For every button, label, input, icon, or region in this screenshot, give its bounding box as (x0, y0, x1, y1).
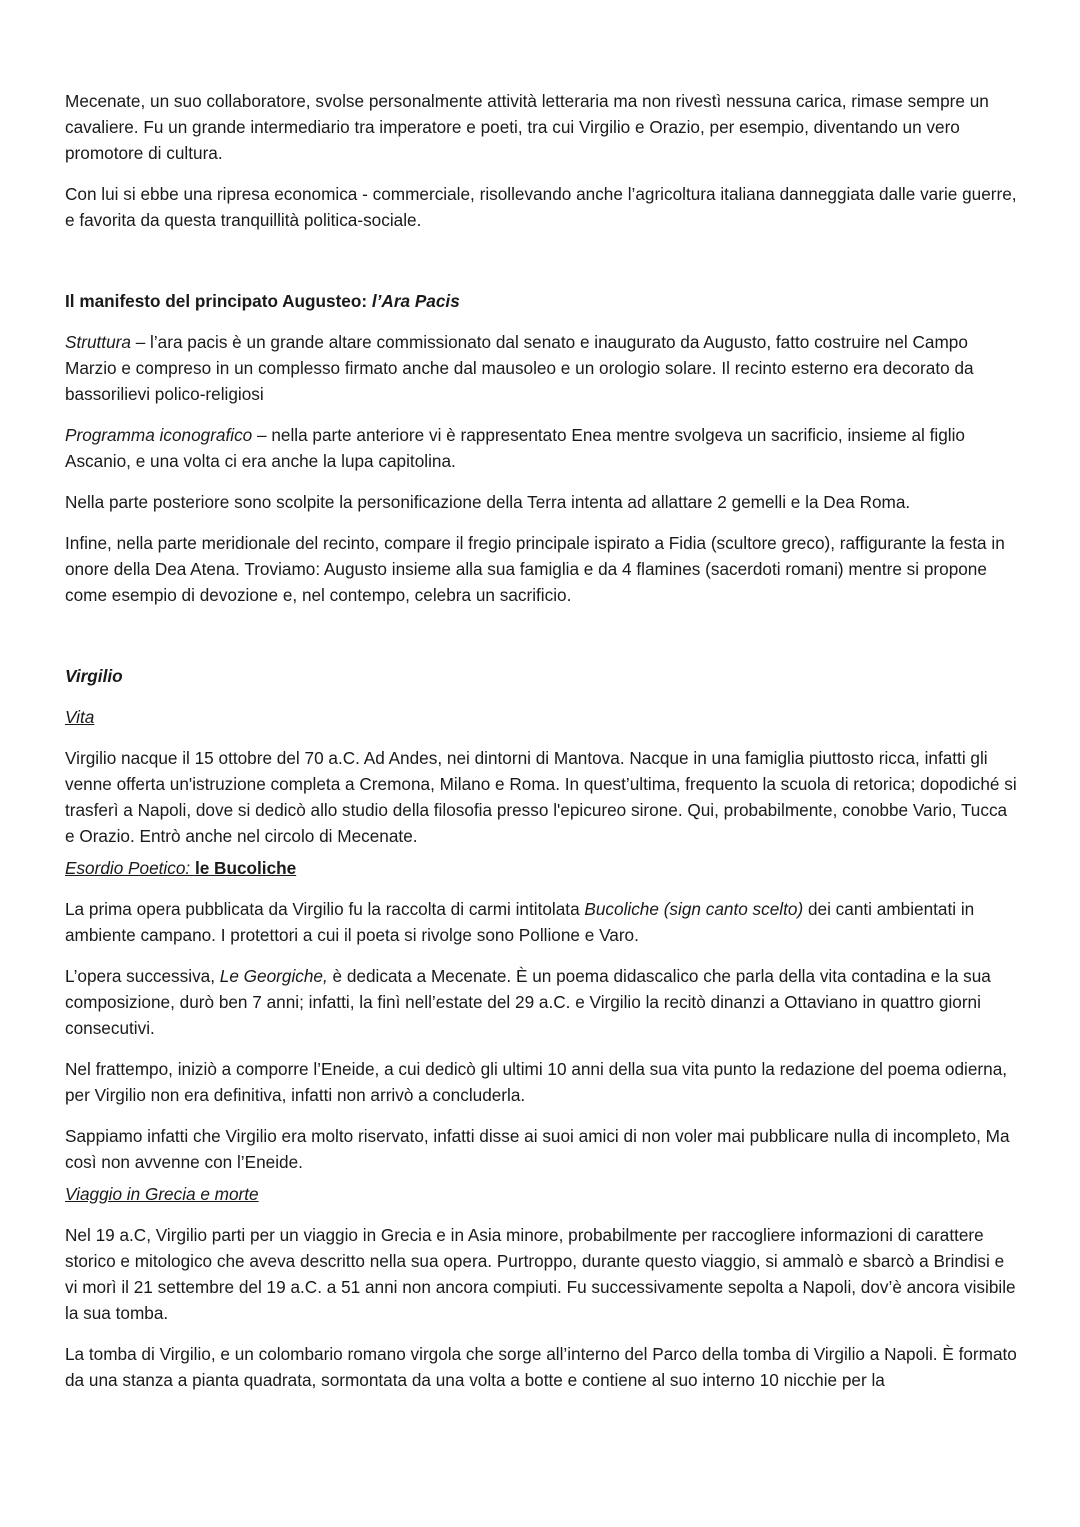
paragraph-bucoliche (65, 896, 1020, 948)
heading-virgilio (65, 663, 1020, 689)
subheading-vita: Vita (65, 707, 95, 727)
subheading-esordio-poetico (65, 855, 1020, 881)
subheading-esordio-bold: le Bucoliche (194, 858, 297, 878)
spacer (65, 623, 1020, 663)
spacer (65, 248, 1020, 288)
text-bucoliche-post: dei canti ambientati in ambiente campano. I protettori a cui il poeta si rivolge sono Pollione e Varo. (65, 899, 975, 945)
label-programma-iconografico: Programma iconografico (65, 425, 253, 445)
text-bucoliche-title: Bucoliche (sign canto scelto) (584, 899, 804, 919)
paragraph-programma-iconografico (65, 422, 1020, 474)
subheading-viaggio: Viaggio in Grecia e morte (65, 1184, 259, 1204)
text-georgiche-post: è dedicata a Mecenate. È un poema didascalico che parla della vita contadina e la sua composizione, durò ben 7 anni; infatti, la finì nell’estate del 29 a.C. e Virgilio la recitò dinanzi a Ottaviano in quattro giorni consecutivi. (65, 966, 991, 1038)
text-programma-iconografico: – nella parte anteriore vi è rappresentato Enea mentre svolgeva un sacrificio, insieme al figlio Ascanio, e una volta ci era anche la lupa capitolina. (65, 425, 965, 471)
paragraph-mecenate: Mecenate, un suo collaboratore, svolse personalmente attività letteraria ma non rivestì nessuna carica, rimase sempre un cavaliere. Fu un grande intermediario tra imperatore e poeti, tra cui Virgilio e Orazio, per esempio, diventando un vero promotore di cultura. (65, 91, 989, 163)
text-georgiche-title: Le Georgiche, (219, 966, 328, 986)
document-page (65, 88, 1020, 1408)
paragraph-riservato: Sappiamo infatti che Virgilio era molto riservato, infatti disse ai suoi amici di non voler mai pubblicare nulla di incompleto, Ma così non avvenne con l’Eneide. (65, 1126, 1010, 1172)
paragraph-eneide: Nel frattempo, iniziò a comporre l’Eneide, a cui dedicò gli ultimi 10 anni della sua vita punto la redazione del poema odierna, per Virgilio non era definitiva, infatti non arrivò a concluderla. (65, 1059, 1008, 1105)
paragraph-georgiche (65, 963, 1020, 1041)
text-georgiche-pre: L’opera successiva, (65, 966, 220, 986)
text-bucoliche-pre: La prima opera pubblicata da Virgilio fu la raccolta di carmi intitolata (65, 899, 585, 919)
paragraph-ripresa-economica: Con lui si ebbe una ripresa economica - commerciale, risollevando anche l’agricoltura italiana danneggiata dalle varie guerre, e favorita da questa tranquillità politica-sociale. (65, 184, 1017, 230)
paragraph-struttura (65, 329, 1020, 407)
paragraph-fregio: Infine, nella parte meridionale del recinto, compare il fregio principale ispirato a Fidia (scultore greco), raffigurante la festa in onore della Dea Atena. Troviamo: Augusto insieme alla sua famiglia e da 4 flamines (sacerdoti romani) mentre si propone come esempio di devozione e, nel contempo, celebra un sacrificio. (65, 533, 1005, 605)
heading-virgilio-text: Virgilio (65, 666, 123, 686)
heading-ara-pacis-italic: l’Ara Pacis (371, 291, 460, 311)
heading-ara-pacis (65, 288, 1020, 314)
label-struttura: Struttura (65, 332, 131, 352)
paragraph-vita: Virgilio nacque il 15 ottobre del 70 a.C. Ad Andes, nei dintorni di Mantova. Nacque in una famiglia piuttosto ricca, infatti gli venne offerta un'istruzione completa a Cremona, Milano e Roma. In quest’ultima, frequento la scuola di retorica; dopodiché si trasferì a Napoli, dove si dedicò allo studio della filosofia presso l'epicureo sirone. Qui, probabilmente, conobbe Vario, Tucca e Orazio. Entrò anche nel circolo di Mecenate. (65, 748, 1017, 846)
text-struttura: – l’ara pacis è un grande altare commissionato dal senato e inaugurato da Augusto, fatto costruire nel Campo Marzio e compreso in un complesso firmato anche dal mausoleo e un orologio solare. Il recinto esterno era decorato da bassorilievi polico-religiosi (65, 332, 974, 404)
heading-ara-pacis-plain: Il manifesto del principato Augusteo: (65, 291, 372, 311)
paragraph-tomba: La tomba di Virgilio, e un colombario romano virgola che sorge all’interno del Parco della tomba di Virgilio a Napoli. È formato da una stanza a pianta quadrata, sormontata da una volta a botte e contiene al suo interno 10 nicchie per la (65, 1344, 1017, 1390)
subheading-esordio-label: Esordio Poetico: (65, 858, 195, 878)
paragraph-parte-posteriore: Nella parte posteriore sono scolpite la personificazione della Terra intenta ad allattare 2 gemelli e la Dea Roma. (65, 492, 911, 512)
paragraph-viaggio: Nel 19 a.C, Virgilio parti per un viaggio in Grecia e in Asia minore, probabilmente per raccogliere informazioni di carattere storico e mitologico che aveva descritto nella sua opera. Purtroppo, durante questo viaggio, si ammalò e sbarcò a Brindisi e vi morì il 21 settembre del 19 a.C. a 51 anni non ancora compiuti. Fu successivamente sepolta a Napoli, dov’è ancora visibile la sua tomba. (65, 1225, 1016, 1323)
